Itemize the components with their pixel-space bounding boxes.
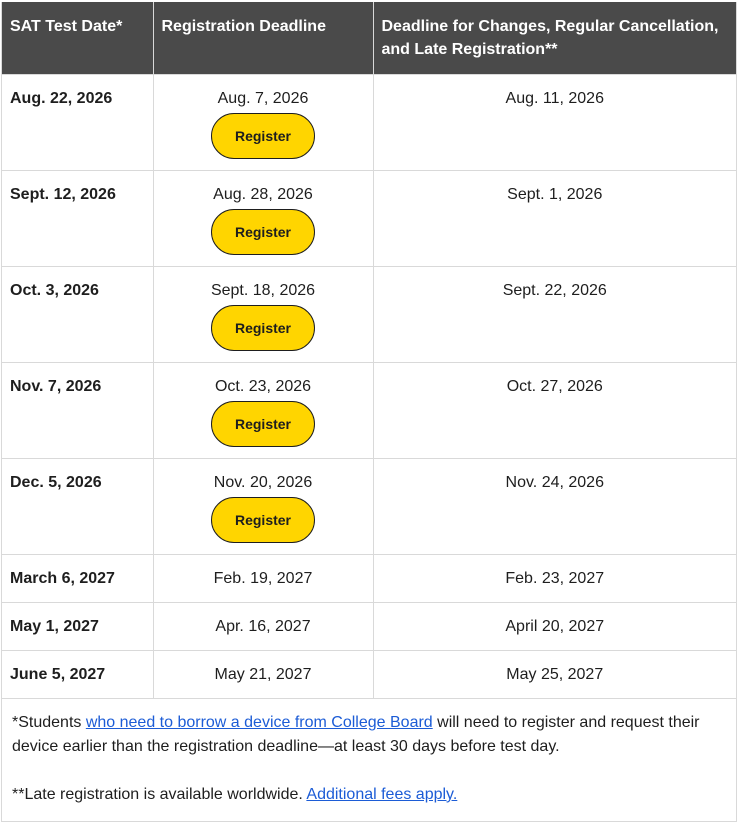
table-row: [2, 362, 736, 458]
registration-deadline-date: Oct. 23, 2026: [214, 377, 312, 395]
header-registration-deadline: Registration Deadline: [153, 2, 373, 74]
late-deadline-cell: Sept. 1, 2026: [373, 170, 736, 266]
footnote-late-prefix: **Late registration is available worldwide.: [12, 786, 307, 803]
table-row: [2, 650, 736, 698]
test-date-cell: Sept. 12, 2026: [2, 170, 153, 266]
test-date-cell: Aug. 22, 2026: [2, 74, 153, 170]
sat-dates-table: [2, 2, 736, 698]
footnote-device: [12, 711, 726, 759]
registration-deadline-date: Aug. 28, 2026: [213, 185, 313, 203]
late-deadline-cell: Sept. 22, 2026: [373, 266, 736, 362]
late-deadline-cell: Aug. 11, 2026: [373, 74, 736, 170]
test-date-cell: May 1, 2027: [2, 602, 153, 650]
borrow-device-link[interactable]: who need to borrow a device from College Board: [85, 714, 433, 731]
registration-deadline-date: Aug. 7, 2026: [217, 89, 309, 107]
test-date-cell: Dec. 5, 2026: [2, 458, 153, 554]
table-row: [2, 554, 736, 602]
registration-deadline-cell: [153, 362, 373, 458]
table-row: [2, 266, 736, 362]
additional-fees-link[interactable]: Additional fees apply.: [306, 786, 458, 803]
registration-deadline-date: May 21, 2027: [214, 665, 312, 683]
registration-deadline-cell: [153, 554, 373, 602]
registration-deadline-date: Apr. 16, 2027: [215, 617, 311, 635]
late-deadline-cell: Feb. 23, 2027: [373, 554, 736, 602]
test-date-cell: Oct. 3, 2026: [2, 266, 153, 362]
registration-deadline-cell: [153, 170, 373, 266]
header-late-deadline: Deadline for Changes, Regular Cancellation, and Late Registration**: [373, 2, 736, 74]
registration-deadline-cell: [153, 458, 373, 554]
late-deadline-cell: May 25, 2027: [373, 650, 736, 698]
footnote-late-registration: [12, 783, 726, 807]
test-date-cell: Nov. 7, 2026: [2, 362, 153, 458]
table-header-row: [2, 2, 736, 74]
registration-deadline-date: Feb. 19, 2027: [213, 569, 313, 587]
registration-deadline-cell: [153, 266, 373, 362]
late-deadline-cell: April 20, 2027: [373, 602, 736, 650]
register-button[interactable]: Register: [211, 305, 315, 351]
late-deadline-cell: Oct. 27, 2026: [373, 362, 736, 458]
test-date-cell: June 5, 2027: [2, 650, 153, 698]
footnote-device-prefix: *Students: [12, 714, 86, 731]
registration-deadline-cell: [153, 74, 373, 170]
registration-deadline-date: Nov. 20, 2026: [213, 473, 313, 491]
late-deadline-cell: Nov. 24, 2026: [373, 458, 736, 554]
registration-deadline-cell: [153, 602, 373, 650]
register-button[interactable]: Register: [211, 401, 315, 447]
table-body: [2, 74, 736, 698]
table-row: [2, 74, 736, 170]
table-row: [2, 170, 736, 266]
table-row: [2, 602, 736, 650]
header-test-date: SAT Test Date*: [2, 2, 153, 74]
registration-deadline-cell: [153, 650, 373, 698]
register-button[interactable]: Register: [211, 209, 315, 255]
table-row: [2, 458, 736, 554]
register-button[interactable]: Register: [211, 497, 315, 543]
sat-dates-table-container: [1, 2, 737, 822]
registration-deadline-date: Sept. 18, 2026: [210, 281, 316, 299]
test-date-cell: March 6, 2027: [2, 554, 153, 602]
footnote-device-suffix: will need to register and request their device earlier than the registration deadline—at least 30 days before test day.: [12, 714, 700, 755]
footnotes: [2, 698, 736, 821]
register-button[interactable]: Register: [211, 113, 315, 159]
